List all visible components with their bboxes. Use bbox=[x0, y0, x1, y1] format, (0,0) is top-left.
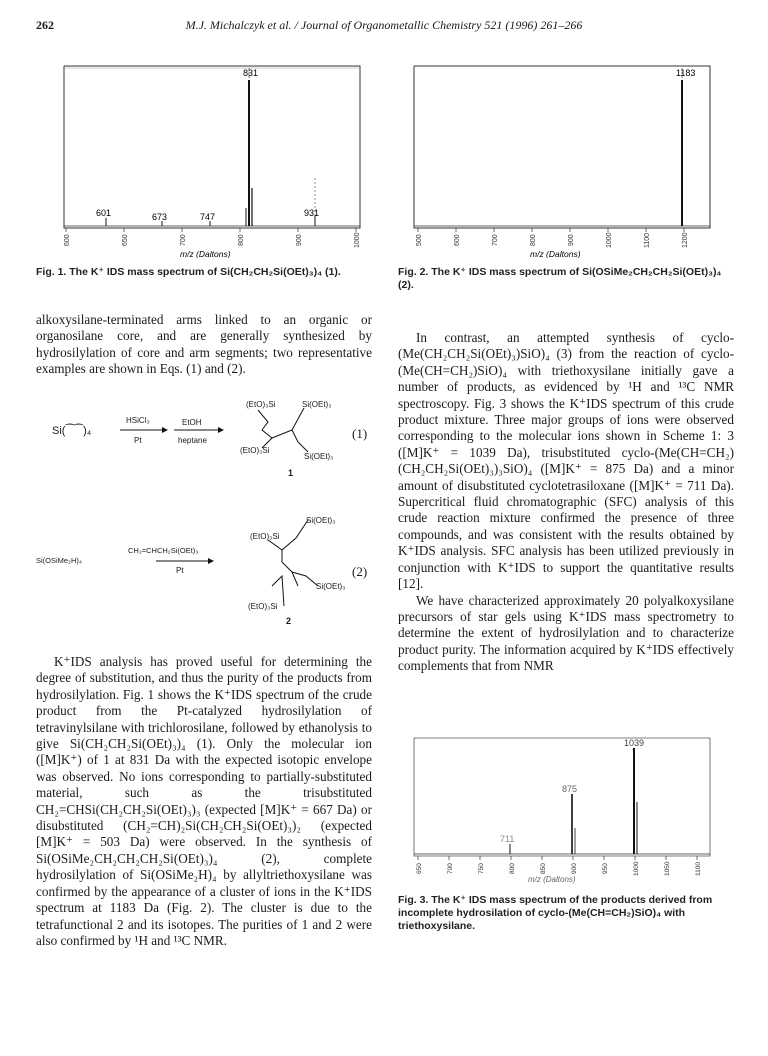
fig2-tick: 800 bbox=[530, 234, 537, 246]
figure-2-caption: Fig. 2. The K⁺ IDS mass spectrum of Si(OSiMe₂CH₂CH₂Si(OEt)₃)₄ (2). bbox=[398, 266, 722, 291]
fig2-tick: 1100 bbox=[644, 232, 651, 248]
eq1-reagent1-bot: Pt bbox=[134, 436, 142, 445]
eq1-group: (EtO)₃Si bbox=[246, 400, 276, 409]
fig3-tick: 900 bbox=[571, 863, 578, 874]
paragraph: We have characterized approximately 20 polyalkoxysilane precursors of star gels using K⁺IDS mass spectrometry to determine the extent of hydrosilylation and to characterize product purity. The information acquired by K⁺IDS effectively complements that from NMR bbox=[398, 592, 734, 674]
page-number: 262 bbox=[36, 18, 54, 32]
fig3-tick: 950 bbox=[602, 863, 609, 874]
eq2-reagent-bot: Pt bbox=[176, 566, 184, 575]
fig1-peak-601: 601 bbox=[96, 208, 112, 218]
fig3-peak-711: 711 bbox=[500, 834, 515, 844]
fig1-peak-673: 673 bbox=[152, 212, 168, 222]
fig3-tick: 1050 bbox=[664, 861, 671, 876]
fig3-tick: 750 bbox=[478, 863, 485, 874]
fig1-tick: 700 bbox=[180, 234, 187, 246]
eq2-label: (2) bbox=[352, 564, 368, 579]
eq2-group: Si(OEt)₃ bbox=[316, 582, 346, 591]
right-column bbox=[398, 330, 734, 675]
fig3-tick: 1000 bbox=[633, 861, 640, 876]
fig3-peak-1039: 1039 bbox=[624, 738, 645, 748]
fig1-tick: 900 bbox=[296, 234, 303, 246]
eq1-reactant: Si(⁀⁀)₄ bbox=[52, 425, 92, 437]
fig3-tick: 650 bbox=[416, 863, 423, 874]
eq2-group: (EtO)₃Si bbox=[250, 532, 280, 541]
fig1-tick: 800 bbox=[238, 234, 245, 246]
fig2-tick: 1200 bbox=[682, 232, 689, 248]
reaction-scheme bbox=[36, 390, 376, 630]
fig3-tick: 850 bbox=[540, 863, 547, 874]
eq1-label: (1) bbox=[352, 426, 368, 441]
fig1-xlabel: m/z (Daltons) bbox=[180, 249, 231, 258]
fig2-tick: 1000 bbox=[606, 232, 613, 248]
paragraph: K⁺IDS analysis has proved useful for determining the degree of substitution, and thus the purity of the products from hydrosilylation. Fig. 1 shows the K⁺IDS spectrum of the crude product from the Pt-catalyzed hydrosilylation of tetravinylsilane with trichlorosilane, followed by ethanolysis to give Si(CH₂CH₂Si(OEt)₃)₄ (1). Only the molecular ion ([M]K⁺) of 1 at 831 Da with the expected isotopic envelope was observed. No ions corresponding to partially-substituted material, such as the trisubstituted CH₂=CHSi(CH₂CH₂Si(OEt)₃)₃ (expected [M]K⁺ = 667 Da) or disubstituted (CH₂=CH)₂Si(CH₂CH₂Si(OEt)₃)₂ (expected [M]K⁺ = 503 Da) were observed. In the synthesis of Si(OSiMe₂CH₂CH₂CH₂Si(OEt)₃)₄ (2), complete hydrosilylation of Si(OSiMe₂H)₄ by allyltriethoxysilane was confirmed by the appearance of a cluster of ions in the K⁺IDS spectrum at 1183 Da (Fig. 2). The cluster is due to the tetrafunctional 2 and its isotopes. The purities of 1 and 2 were also confirmed by ¹H and ¹³C NMR. bbox=[36, 654, 372, 948]
eq2-group: Si(OEt)₃ bbox=[306, 516, 336, 525]
paragraph: alkoxysilane-terminated arms linked to an organic or organosilane core, and are generally synthesized by hydrosilylation of core and arm segments; two representative examples are shown in Eqs. (1) and (2). bbox=[36, 312, 372, 377]
eq1-group: Si(OEt)₃ bbox=[304, 452, 334, 461]
left-column-top bbox=[36, 312, 372, 378]
figure-3-spectrum bbox=[412, 732, 712, 884]
figure-1-spectrum bbox=[62, 58, 362, 258]
figure-3-caption: Fig. 3. The K⁺ IDS mass spectrum of the products derived from incomplete hydrosilation of cyclo-(Me(CH=CH₂)SiO)₄ with triethoxysilane. bbox=[398, 894, 713, 932]
eq2-reagent-top: CH₂=CHCH₂Si(OEt)₃ bbox=[128, 546, 199, 555]
fig1-peak-831: 831 bbox=[243, 68, 259, 78]
eq2-group: (EtO)₃Si bbox=[248, 602, 278, 611]
fig1-tick: 650 bbox=[122, 234, 129, 246]
eq1-group: (EtO)₃Si bbox=[240, 446, 270, 455]
journal-citation: M.J. Michalczyk et al. / Journal of Organometallic Chemistry 521 (1996) 261–266 bbox=[185, 18, 583, 32]
fig2-tick: 500 bbox=[416, 234, 423, 246]
fig2-tick: 900 bbox=[568, 234, 575, 246]
figure-1-caption: Fig. 1. The K⁺ IDS mass spectrum of Si(CH₂CH₂Si(OEt)₃)₄ (1). bbox=[36, 266, 341, 278]
fig2-tick: 600 bbox=[454, 234, 461, 246]
fig1-tick: 600 bbox=[64, 234, 71, 246]
fig3-tick: 700 bbox=[447, 863, 454, 874]
fig2-tick: 700 bbox=[492, 234, 499, 246]
fig1-tick: 1000 bbox=[354, 232, 361, 248]
eq2-product-number: 2 bbox=[286, 616, 292, 626]
eq1-group: Si(OEt)₃ bbox=[302, 400, 332, 409]
eq1-reagent2-bot: heptane bbox=[178, 436, 207, 445]
fig1-peak-931: 931 bbox=[304, 208, 320, 218]
fig1-peak-747: 747 bbox=[200, 212, 216, 222]
eq1-reagent2-top: EtOH bbox=[182, 418, 202, 427]
eq2-reactant: Si(OSiMe₂H)₄ bbox=[36, 556, 82, 565]
fig3-xlabel: m/z (Daltons) bbox=[528, 875, 576, 884]
figure-2-spectrum bbox=[412, 58, 712, 258]
fig2-xlabel: m/z (Daltons) bbox=[530, 249, 581, 258]
fig3-tick: 1100 bbox=[695, 862, 702, 876]
fig3-tick: 800 bbox=[509, 863, 516, 874]
paragraph: In contrast, an attempted synthesis of cyclo-(Me(CH₂CH₂Si(OEt)₃)SiO)₄ (3) from the reaction of cyclo-(Me(CH=CH₂)SiO)₄ with triethoxysilane initially gave a number of products, as evidenced by ¹H and ¹³C NMR spectroscopy. Fig. 3 shows the K⁺IDS spectrum of this crude product mixture. Three major groups of ions were observed corresponding to the molecular ions shown in Scheme 1: 3 ([M]K⁺ = 1039 Da), trisubstituted cyclo-(Me(CH=CH₂)(CH₂CH₂Si(OEt)₃)₃SiO)₄ ([M]K⁺ = 875 Da) and a minor amount of disubstituted cyclotetrasiloxane ([M]K⁺ = 711 Da). Supercritical fluid chromatographic (SFC) analysis of this crude reaction mixture confirmed the presence of three compounds, and was consistent with the results obtained by K⁺IDS analysis. SFC analysis has been utilized previously in conjunction with K⁺IDS to support the quantitative results [12]. bbox=[398, 330, 734, 592]
eq1-reagent1-top: HSiCl₃ bbox=[126, 416, 150, 425]
scheme-arrows bbox=[36, 390, 376, 630]
eq1-product-number: 1 bbox=[288, 468, 294, 478]
fig3-peak-875: 875 bbox=[562, 784, 578, 794]
left-column-bottom bbox=[36, 654, 372, 949]
fig2-peak-1183: 1183 bbox=[676, 68, 696, 78]
running-header bbox=[0, 18, 768, 38]
